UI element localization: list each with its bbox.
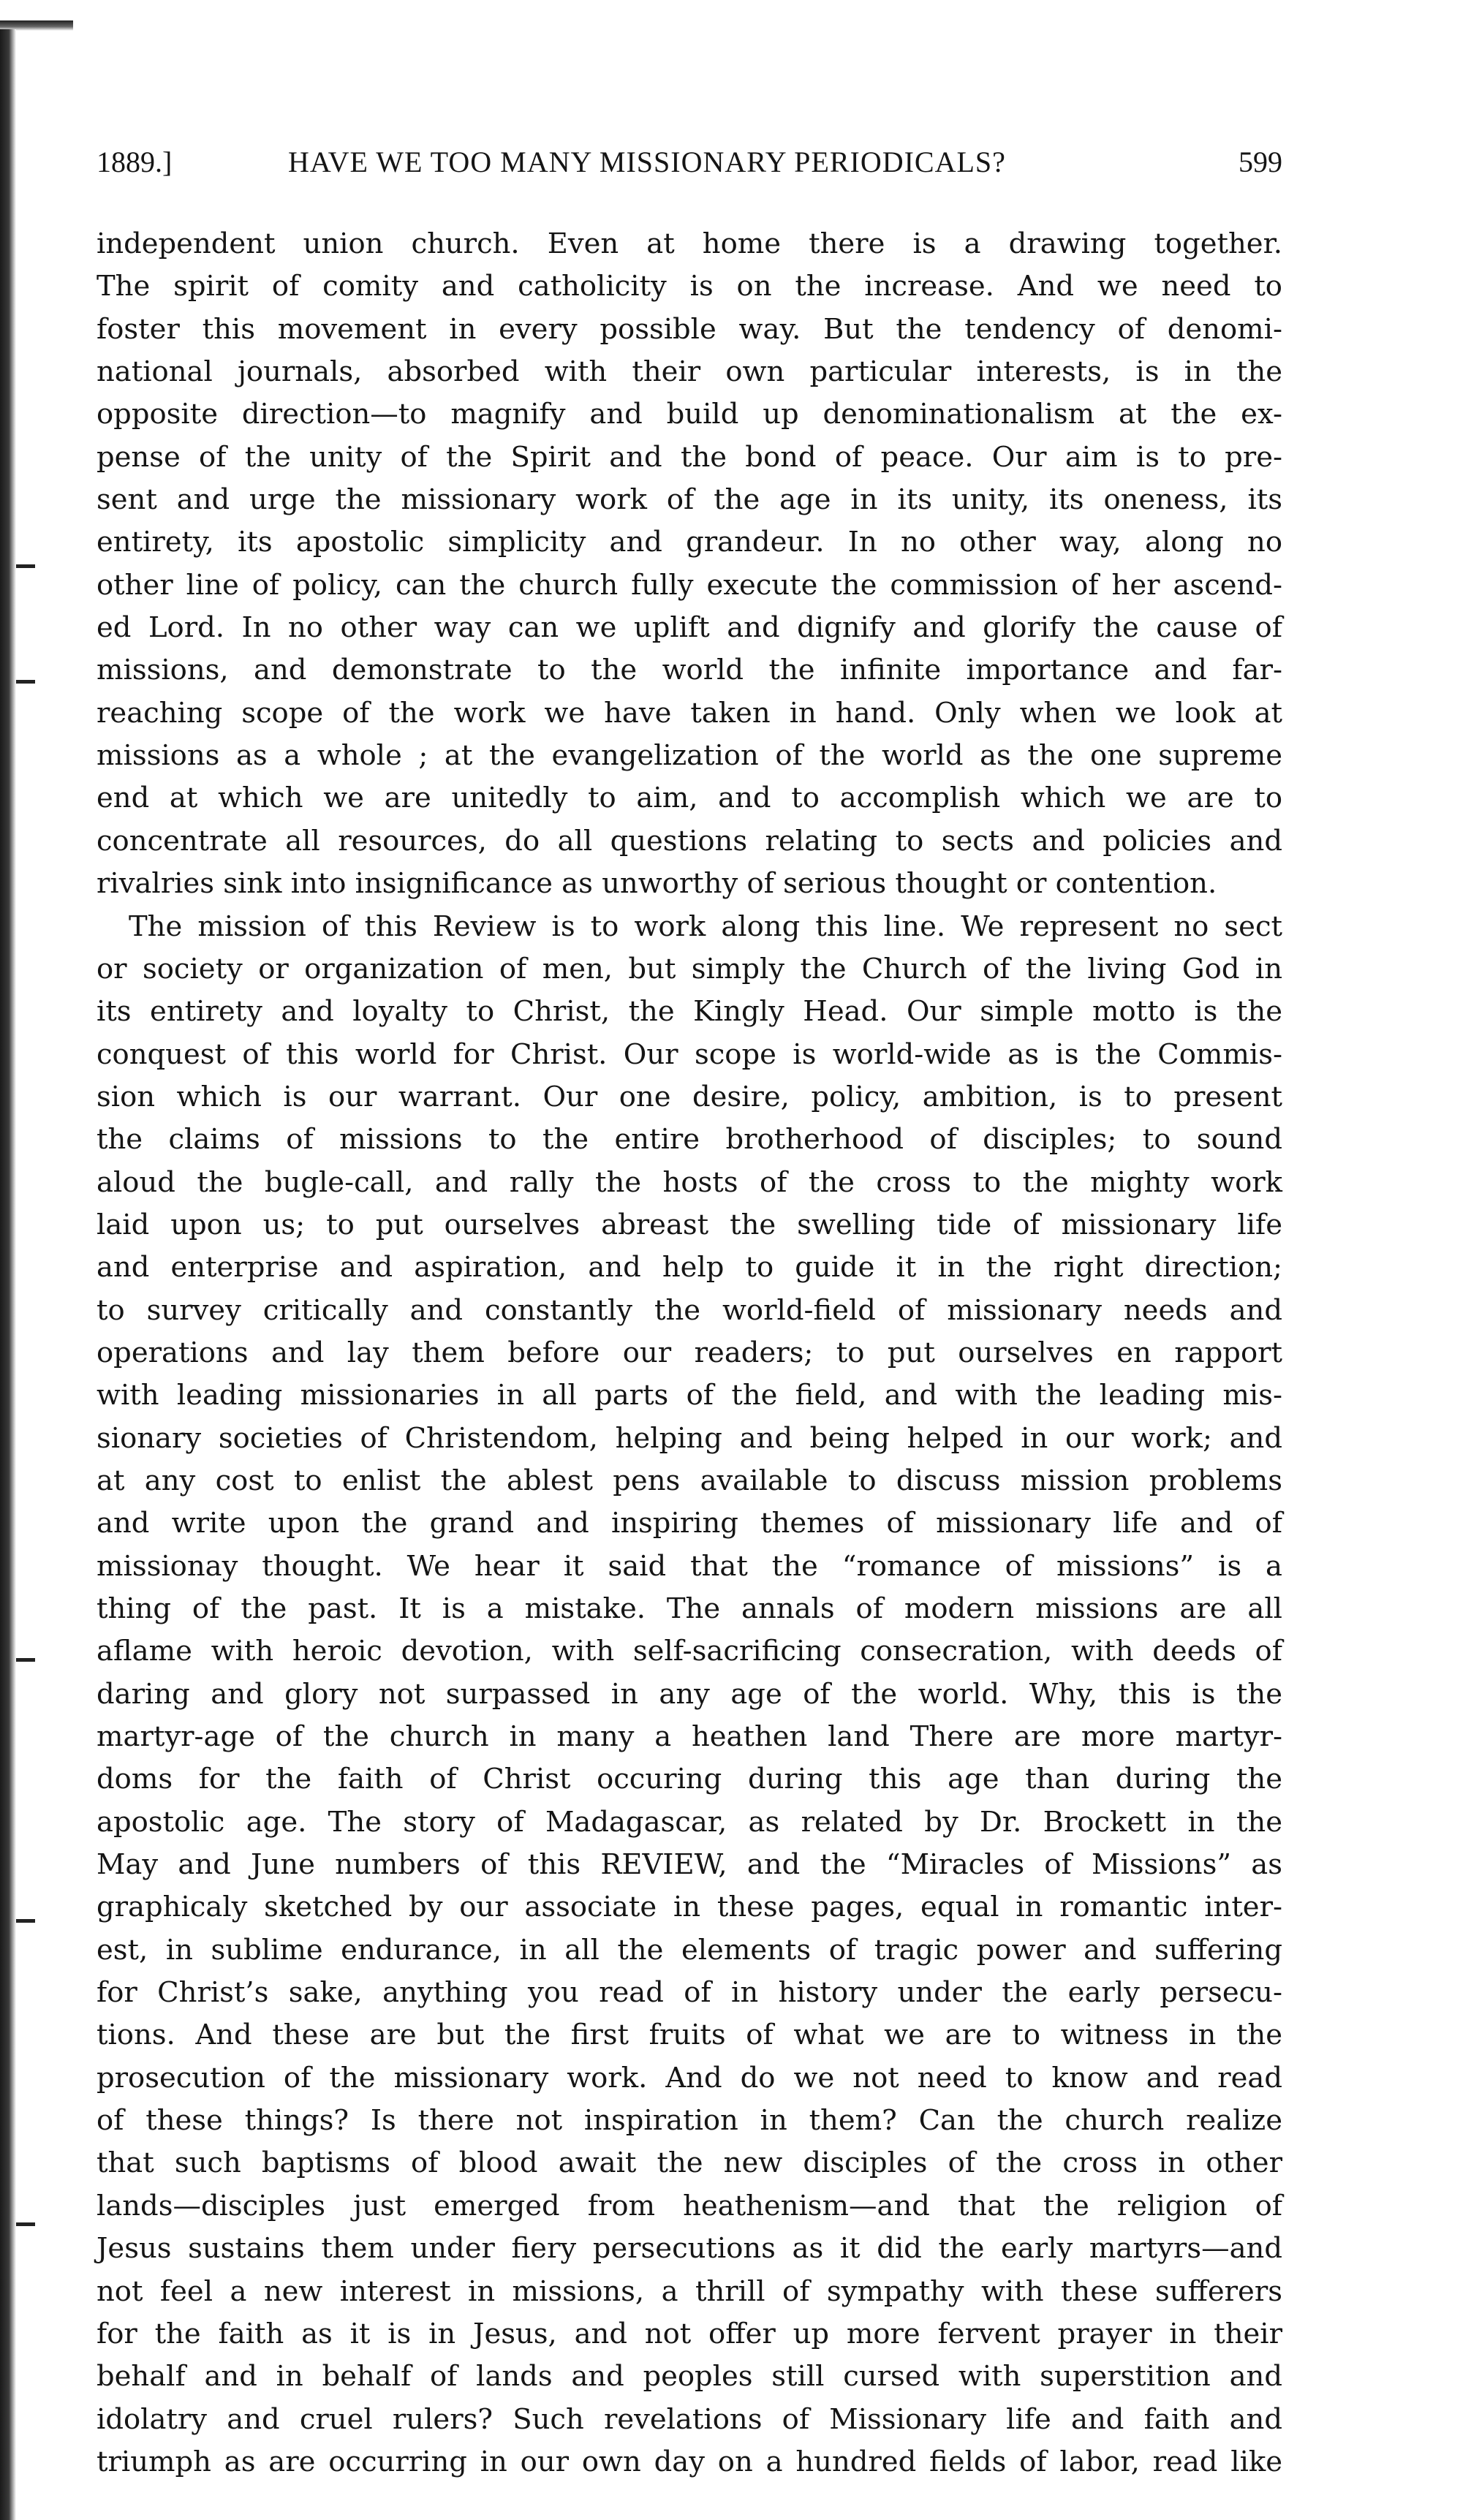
text-line: Jesus sustains them under fiery persecutions as it did the early martyrs—and	[97, 2232, 1282, 2266]
text-line: triumph as are occurring in our own day on a hundred fields of labor, read like	[97, 2445, 1282, 2478]
text-line: concentrate all resources, do all questions relating to sects and policies and	[97, 824, 1282, 858]
text-line: of these things? Is there not inspiration in them? Can the church realize	[97, 2104, 1282, 2138]
text-line: The mission of this Review is to work along this line. We represent no sect	[129, 909, 1282, 943]
text-line: May and June numbers of this REVIEW, and the “Miracles of Missions” as	[97, 1848, 1282, 1882]
text-line: or society or organization of men, but simply the Church of the living God in	[97, 952, 1282, 985]
text-line: for the faith as it is in Jesus, and not offer up more fervent prayer in their	[97, 2317, 1282, 2350]
text-line: its entirety and loyalty to Christ, the Kingly Head. Our simple motto is the	[97, 995, 1282, 1029]
running-head-year: 1889.]	[97, 145, 173, 178]
text-line: end at which we are unitedly to aim, and to accomplish which we are to	[97, 782, 1282, 815]
text-line: operations and lay them before our readers; to put ourselves en rapport	[97, 1336, 1282, 1369]
text-line: that such baptisms of blood await the new disciples of the cross in other	[97, 2146, 1282, 2180]
text-line: The spirit of comity and catholicity is on the increase. And we need to	[97, 270, 1282, 303]
margin-mark	[16, 680, 35, 684]
text-line: apostolic age. The story of Madagascar, as related by Dr. Brockett in the	[97, 1805, 1282, 1839]
text-line: missions as a whole ; at the evangelization of the world as the one supreme	[97, 739, 1282, 773]
running-head	[97, 145, 1282, 189]
text-line: the claims of missions to the entire brotherhood of disciples; to sound	[97, 1123, 1282, 1157]
text-line: and enterprise and aspiration, and help to guide it in the right direction;	[97, 1251, 1282, 1284]
text-line: with leading missionaries in all parts of the field, and with the leading mis-	[97, 1379, 1282, 1412]
text-line: ed Lord. In no other way can we uplift and dignify and glorify the cause of	[97, 611, 1282, 645]
page-number: 599	[1239, 145, 1282, 178]
margin-mark	[16, 1919, 35, 1923]
margin-mark	[16, 1658, 35, 1662]
text-line: prosecution of the missionary work. And do we not need to know and read	[97, 2061, 1282, 2095]
text-line: behalf and in behalf of lands and peoples still cursed with superstition and	[97, 2360, 1282, 2394]
text-line: daring and glory not surpassed in any age of the world. Why, this is the	[97, 1677, 1282, 1711]
text-line: thing of the past. It is a mistake. The annals of modern missions are all	[97, 1592, 1282, 1625]
text-line: laid upon us; to put ourselves abreast the swelling tide of missionary life	[97, 1208, 1282, 1241]
text-line: sionary societies of Christendom, helping and being helped in our work; and	[97, 1421, 1282, 1455]
margin-mark	[16, 2222, 35, 2226]
text-line: not feel a new interest in missions, a thrill of sympathy with these sufferers	[97, 2274, 1282, 2308]
text-line: rivalries sink into insignificance as unworthy of serious thought or contention.	[97, 867, 1217, 901]
text-line: martyr-age of the church in many a heathen land There are more martyr-	[97, 1720, 1282, 1754]
text-line: other line of policy, can the church fully execute the commission of her ascend-	[97, 568, 1282, 602]
text-line: for Christ’s sake, anything you read of in history under the early persecu-	[97, 1976, 1282, 2010]
text-line: est, in sublime endurance, in all the elements of tragic power and suffering	[97, 1933, 1282, 1967]
text-line: graphicaly sketched by our associate in these pages, equal in romantic inter-	[97, 1891, 1282, 1924]
body-text	[97, 223, 1282, 2483]
text-line: aloud the bugle-call, and rally the hosts of the cross to the mighty work	[97, 1165, 1282, 1199]
text-line: aflame with heroic devotion, with self-sacrificing consecration, with deeds of	[97, 1635, 1282, 1668]
text-line: independent union church. Even at home there is a drawing together.	[97, 227, 1282, 260]
text-line: conquest of this world for Christ. Our scope is world-wide as is the Commis-	[97, 1037, 1282, 1071]
text-line: lands—disciples just emerged from heathenism—and that the religion of	[97, 2189, 1282, 2222]
text-line: missionay thought. We hear it said that the “romance of missions” is a	[97, 1549, 1282, 1583]
text-line: foster this movement in every possible way. But the tendency of denomi-	[97, 312, 1282, 346]
text-line: at any cost to enlist the ablest pens available to discuss mission problems	[97, 1464, 1282, 1497]
text-line: opposite direction—to magnify and build up denominationalism at the ex-	[97, 398, 1282, 431]
text-line: tions. And these are but the first fruits of what we are to witness in the	[97, 2018, 1282, 2052]
text-line: national journals, absorbed with their own particular interests, is in the	[97, 355, 1282, 389]
text-line: missions, and demonstrate to the world the infinite importance and far-	[97, 654, 1282, 687]
text-line: reaching scope of the work we have taken in hand. Only when we look at	[97, 696, 1282, 730]
text-line: and write upon the grand and inspiring themes of missionary life and of	[97, 1507, 1282, 1540]
margin-mark	[16, 564, 35, 568]
page-binding-shadow	[0, 29, 16, 2520]
text-line: sent and urge the missionary work of the age in its unity, its oneness, its	[97, 483, 1282, 517]
text-line: to survey critically and constantly the world-field of missionary needs and	[97, 1293, 1282, 1327]
text-line: pense of the unity of the Spirit and the bond of peace. Our aim is to pre-	[97, 440, 1282, 474]
text-line: idolatry and cruel rulers? Such revelations of Missionary life and faith and	[97, 2402, 1282, 2436]
text-line: doms for the faith of Christ occuring during this age than during the	[97, 1763, 1282, 1796]
text-line: entirety, its apostolic simplicity and grandeur. In no other way, along no	[97, 526, 1282, 559]
running-head-title: HAVE WE TOO MANY MISSIONARY PERIODICALS?	[288, 145, 1006, 178]
text-line: sion which is our warrant. Our one desire, policy, ambition, is to present	[97, 1080, 1282, 1113]
